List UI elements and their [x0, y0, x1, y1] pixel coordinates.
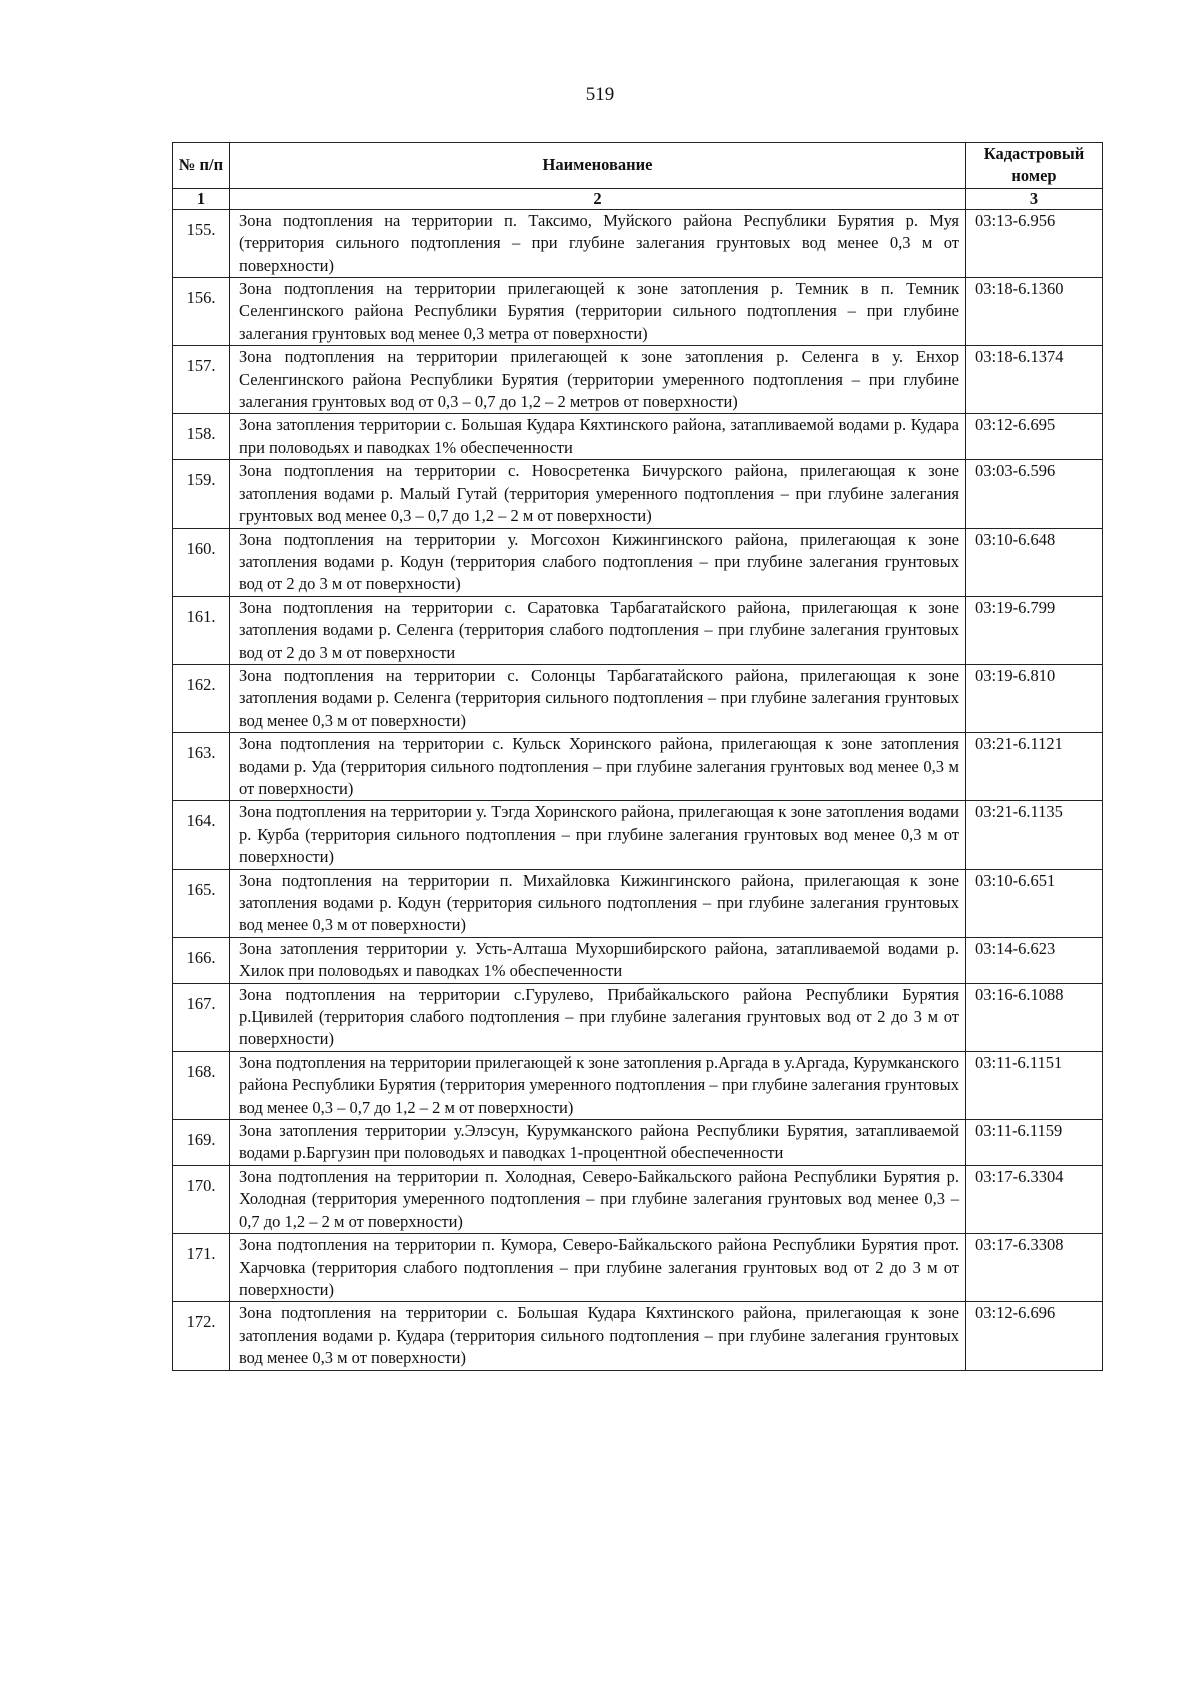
zone-name: Зона подтопления на территории прилегающей к зоне затопления р. Селенга в у. Енхор Селенгинского района Республики Бурятия (территории умеренного подтопления – при глубине залегания грунтовых вод от 0,3 – 0,7 до 1,2 – 2 метров от поверхности) [230, 346, 966, 414]
row-number: 172. [173, 1302, 230, 1370]
row-number: 159. [173, 460, 230, 528]
cadastral-number: 03:12-6.696 [966, 1302, 1103, 1370]
table-header-row [173, 143, 1103, 189]
zone-name: Зона затопления территории у. Усть-Алташа Мухоршибирского района, затапливаемой водами р. Хилок при половодьях и паводках 1% обеспеченности [230, 937, 966, 983]
row-number: 158. [173, 414, 230, 460]
column-numbers-row [173, 188, 1103, 209]
table-row [173, 1165, 1103, 1233]
table-row [173, 664, 1103, 732]
column-number: 2 [230, 188, 966, 209]
page-number: 519 [585, 84, 615, 105]
cadastral-number: 03:10-6.651 [966, 869, 1103, 937]
cadastral-number: 03:12-6.695 [966, 414, 1103, 460]
header-name: Наименование [230, 143, 966, 189]
zone-name: Зона подтопления на территории с. Саратовка Тарбагатайского района, прилегающая к зоне затопления водами р. Селенга (территория слабого подтопления – при глубине залегания грунтовых вод от 2 до 3 м от поверхности [230, 596, 966, 664]
row-number: 156. [173, 278, 230, 346]
zone-name: Зона подтопления на территории п. Кумора, Северо-Байкальского района Республики Бурятия прот. Харчовка (территория слабого подтопления – при глубине залегания грунтовых вод от 2 до 3 м от поверхности) [230, 1234, 966, 1302]
row-number: 165. [173, 869, 230, 937]
table-row [173, 596, 1103, 664]
table-row [173, 1120, 1103, 1166]
zone-name: Зона затопления территории у.Элэсун, Курумканского района Республики Бурятия, затапливаемой водами р.Баргузин при половодьях и паводках 1-процентной обеспеченности [230, 1120, 966, 1166]
zone-name: Зона затопления территории с. Большая Кудара Кяхтинского района, затапливаемой водами р. Кудара при половодьях и паводках 1% обеспеченности [230, 414, 966, 460]
zone-name: Зона подтопления на территории у. Могсохон Кижингинского района, прилегающая к зоне затопления водами р. Кодун (территория слабого подтопления – при глубине залегания грунтовых вод от 2 до 3 м от поверхности) [230, 528, 966, 596]
table-row [173, 278, 1103, 346]
table-row [173, 460, 1103, 528]
table-row [173, 801, 1103, 869]
column-number: 1 [173, 188, 230, 209]
zone-name: Зона подтопления на территории с. Кульск Хоринского района, прилегающая к зоне затопления водами р. Уда (территория сильного подтопления – при глубине залегания грунтовых вод менее 0,3 м от поверхности) [230, 733, 966, 801]
cadastral-number: 03:11-6.1159 [966, 1120, 1103, 1166]
table-row [173, 733, 1103, 801]
cadastral-number: 03:13-6.956 [966, 209, 1103, 277]
table-row [173, 1234, 1103, 1302]
zone-name: Зона подтопления на территории п. Холодная, Северо-Байкальского района Республики Бурятия р. Холодная (территория умеренного подтопления – при глубине залегания грунтовых вод менее 0,3 – 0,7 до 1,2 – 2 м от поверхности) [230, 1165, 966, 1233]
zones-table [172, 142, 1103, 1371]
cadastral-number: 03:19-6.810 [966, 664, 1103, 732]
cadastral-number: 03:17-6.3304 [966, 1165, 1103, 1233]
zone-name: Зона подтопления на территории у. Тэгда Хоринского района, прилегающая к зоне затопления водами р. Курба (территория сильного подтопления – при глубине залегания грунтовых вод менее 0,3 м от поверхности) [230, 801, 966, 869]
cadastral-number: 03:17-6.3308 [966, 1234, 1103, 1302]
row-number: 167. [173, 983, 230, 1051]
header-num: № п/п [173, 143, 230, 189]
table-row [173, 983, 1103, 1051]
row-number: 169. [173, 1120, 230, 1166]
row-number: 166. [173, 937, 230, 983]
cadastral-number: 03:21-6.1121 [966, 733, 1103, 801]
zone-name: Зона подтопления на территории прилегающей к зоне затопления р. Темник в п. Темник Селенгинского района Республики Бурятия (территории сильного подтопления – при глубине залегания грунтовых вод менее 0,3 метра от поверхности) [230, 278, 966, 346]
cadastral-number: 03:18-6.1374 [966, 346, 1103, 414]
row-number: 157. [173, 346, 230, 414]
cadastral-number: 03:03-6.596 [966, 460, 1103, 528]
table-row [173, 209, 1103, 277]
header-cadastral: Кадастровый номер [966, 143, 1103, 189]
table-row [173, 869, 1103, 937]
row-number: 168. [173, 1051, 230, 1119]
row-number: 160. [173, 528, 230, 596]
zone-name: Зона подтопления на территории с. Большая Кудара Кяхтинского района, прилегающая к зоне затопления водами р. Кудара (территория сильного подтопления – при глубине залегания грунтовых вод менее 0,3 м от поверхности) [230, 1302, 966, 1370]
table-row [173, 1302, 1103, 1370]
table-row [173, 937, 1103, 983]
column-number: 3 [966, 188, 1103, 209]
cadastral-number: 03:14-6.623 [966, 937, 1103, 983]
cadastral-number: 03:19-6.799 [966, 596, 1103, 664]
table-row [173, 346, 1103, 414]
cadastral-number: 03:18-6.1360 [966, 278, 1103, 346]
zone-name: Зона подтопления на территории с. Новосретенка Бичурского района, прилегающая к зоне затопления водами р. Малый Гутай (территория умеренного подтопления – при глубине залегания грунтовых вод менее 0,3 – 0,7 до 1,2 – 2 м от поверхности) [230, 460, 966, 528]
zone-name: Зона подтопления на территории с.Гурулево, Прибайкальского района Республики Бурятия р.Цивилей (территория слабого подтопления – при глубине залегания грунтовых вод от 2 до 3 м от поверхности) [230, 983, 966, 1051]
table-row [173, 414, 1103, 460]
row-number: 155. [173, 209, 230, 277]
row-number: 164. [173, 801, 230, 869]
cadastral-number: 03:16-6.1088 [966, 983, 1103, 1051]
row-number: 163. [173, 733, 230, 801]
row-number: 171. [173, 1234, 230, 1302]
cadastral-number: 03:11-6.1151 [966, 1051, 1103, 1119]
cadastral-number: 03:21-6.1135 [966, 801, 1103, 869]
zone-name: Зона подтопления на территории п. Таксимо, Муйского района Республики Бурятия р. Муя (территория сильного подтопления – при глубине залегания грунтовых вод менее 0,3 м от поверхности) [230, 209, 966, 277]
zone-name: Зона подтопления на территории п. Михайловка Кижингинского района, прилегающая к зоне затопления водами р. Кодун (территория сильного подтопления – при глубине залегания грунтовых вод менее 0,3 м от поверхности) [230, 869, 966, 937]
table-row [173, 528, 1103, 596]
table-row [173, 1051, 1103, 1119]
cadastral-number: 03:10-6.648 [966, 528, 1103, 596]
row-number: 170. [173, 1165, 230, 1233]
row-number: 162. [173, 664, 230, 732]
zone-name: Зона подтопления на территории прилегающей к зоне затопления р.Аргада в у.Аргада, Курумканского района Республики Бурятия (территория умеренного подтопления – при глубине залегания грунтовых вод менее 0,3 – 0,7 до 1,2 – 2 м от поверхности) [230, 1051, 966, 1119]
row-number: 161. [173, 596, 230, 664]
zone-name: Зона подтопления на территории с. Солонцы Тарбагатайского района, прилегающая к зоне затопления водами р. Селенга (территория сильного подтопления – при глубине залегания грунтовых вод менее 0,3 м от поверхности) [230, 664, 966, 732]
